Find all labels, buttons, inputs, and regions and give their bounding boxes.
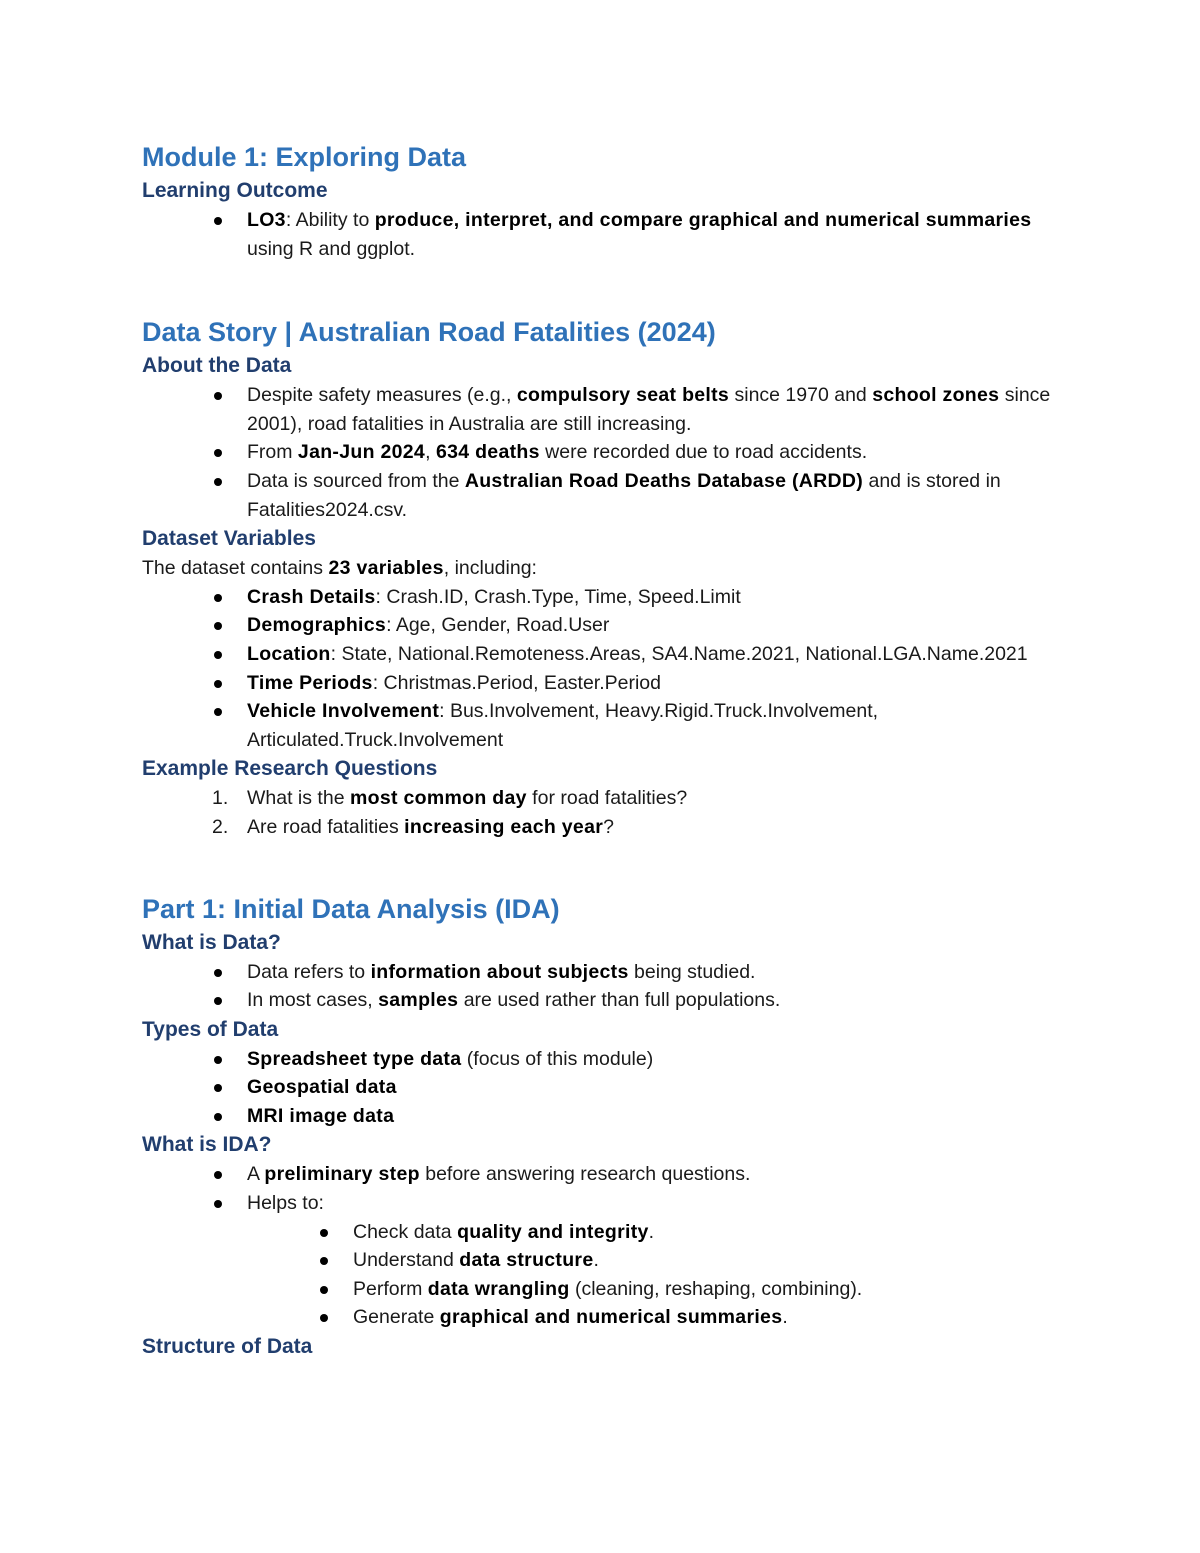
- list-item: Perform data wrangling (cleaning, reshaping, combining).: [142, 1275, 1062, 1304]
- list-item: Spreadsheet type data (focus of this module): [142, 1045, 1062, 1074]
- about-data-list: [142, 381, 1062, 524]
- ida-helps-sublist: [142, 1218, 1062, 1332]
- list-item: Data is sourced from the Australian Road Deaths Database (ARDD) and is stored in Fatalities2024.csv.: [142, 467, 1062, 524]
- part1-title: Part 1: Initial Data Analysis (IDA): [142, 893, 560, 924]
- what-is-ida-list: [142, 1160, 1062, 1217]
- list-item: MRI image data: [142, 1102, 1062, 1131]
- learning-outcome-heading: Learning Outcome: [142, 179, 328, 202]
- dataset-intro: The dataset contains 23 variables, including:: [142, 557, 537, 580]
- learning-outcome-list: [142, 206, 1062, 263]
- list-item: Data refers to information about subjects being studied.: [142, 958, 1062, 987]
- list-item: In most cases, samples are used rather than full populations.: [142, 986, 1062, 1015]
- what-is-data-heading: What is Data?: [142, 930, 281, 954]
- list-item: Crash Details: Crash.ID, Crash.Type, Time, Speed.Limit: [142, 583, 1062, 612]
- types-of-data-heading: Types of Data: [142, 1017, 279, 1041]
- list-item: Location: State, National.Remoteness.Areas, SA4.Name.2021, National.LGA.Name.2021: [142, 640, 1062, 669]
- list-item: Demographics: Age, Gender, Road.User: [142, 611, 1062, 640]
- list-item: LO3: Ability to produce, interpret, and compare graphical and numerical summaries using R and ggplot.: [142, 206, 1062, 263]
- list-item: Generate graphical and numerical summaries.: [142, 1303, 1062, 1332]
- structure-of-data-heading: Structure of Data: [142, 1335, 313, 1359]
- what-is-ida-heading: What is IDA?: [142, 1133, 272, 1157]
- dataset-variables-heading: Dataset Variables: [142, 527, 316, 551]
- list-item: Time Periods: Christmas.Period, Easter.Period: [142, 669, 1062, 698]
- data-story-title: Data Story | Australian Road Fatalities (2024): [142, 317, 716, 348]
- list-item: A preliminary step before answering research questions.: [142, 1160, 1062, 1189]
- what-is-data-list: [142, 958, 1062, 1015]
- document-page: [142, 138, 1062, 1362]
- list-item: 2. Are road fatalities increasing each year?: [212, 815, 614, 838]
- types-of-data-list: [142, 1045, 1062, 1131]
- module-title: Module 1: Exploring Data: [142, 142, 467, 172]
- research-questions-list: [142, 784, 1062, 841]
- research-questions-heading: Example Research Questions: [142, 757, 438, 781]
- list-item: 1. What is the most common day for road fatalities?: [212, 787, 688, 810]
- list-item: Understand data structure.: [142, 1246, 1062, 1275]
- list-item: Geospatial data: [142, 1073, 1062, 1102]
- variables-list: [142, 583, 1062, 755]
- list-item: From Jan-Jun 2024, 634 deaths were recorded due to road accidents.: [142, 438, 1062, 467]
- about-data-heading: About the Data: [142, 354, 292, 378]
- list-item: Helps to:: [142, 1189, 1062, 1218]
- list-item: Check data quality and integrity.: [142, 1218, 1062, 1247]
- list-item: Vehicle Involvement: Bus.Involvement, Heavy.Rigid.Truck.Involvement, Articulated.Truck.Involvement: [142, 697, 1062, 754]
- list-item: Despite safety measures (e.g., compulsory seat belts since 1970 and school zones since 2001), road fatalities in Australia are still increasing.: [142, 381, 1062, 438]
